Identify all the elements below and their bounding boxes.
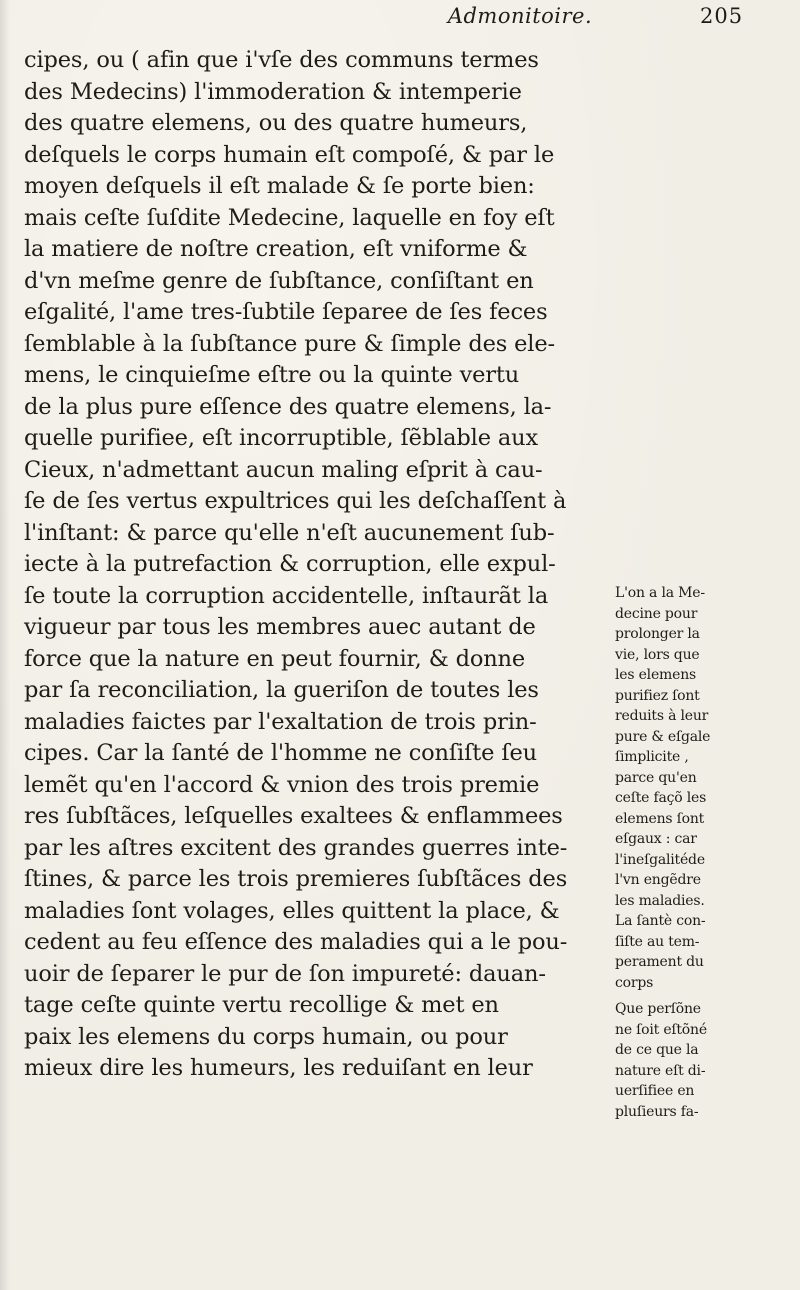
running-title: Admonitoire. bbox=[447, 4, 593, 28]
marginal-line: de ce que la bbox=[615, 1042, 699, 1058]
text-line: ſemblable à la ſubſtance pure & ſimple des ele- bbox=[24, 330, 555, 357]
text-line: uoir de ſeparer le pur de ſon impureté: dauan- bbox=[24, 960, 546, 987]
text-line: ſtines, & parce les trois premieres ſubſtãces des bbox=[24, 866, 568, 892]
text-line: cipes. Car la ſanté de l'homme ne conſiſte ſeu bbox=[24, 740, 538, 766]
text-line: maladies ſont volages, elles quittent la place, & bbox=[24, 897, 560, 924]
marginal-line: parce qu'en bbox=[615, 769, 697, 786]
text-line: force que la nature en peut fournir, & donne bbox=[24, 645, 526, 672]
page-number: 205 bbox=[700, 4, 744, 28]
marginal-line: purifiez ſont bbox=[615, 687, 700, 704]
marginal-line: les elemens bbox=[615, 667, 697, 683]
text-line: par ſa reconciliation, la gueriſon de toutes les bbox=[24, 677, 539, 703]
marginal-line: l'vn engẽdre bbox=[615, 872, 701, 888]
text-line: deſquels le corps humain eſt compoſé, & par le bbox=[24, 141, 555, 168]
gutter-shadow bbox=[0, 0, 10, 1290]
text-line: par les aſtres excitent des grandes guerres inte- bbox=[24, 834, 568, 861]
text-line: tage ceſte quinte vertu recollige & met en bbox=[24, 992, 499, 1018]
text-line: la matiere de noſtre creation, eſt vniforme & bbox=[24, 236, 528, 262]
text-line: lemẽt qu'en l'accord & vnion des trois premie bbox=[24, 771, 540, 798]
text-line: cipes, ou ( afin que i'vſe des communs termes bbox=[24, 47, 539, 73]
marginal-line: pluſieurs fa- bbox=[615, 1103, 699, 1120]
text-line: mens, le cinquieſme eſtre ou la quinte vertu bbox=[24, 362, 520, 388]
marginal-line: ſimplicite , bbox=[615, 749, 689, 765]
marginal-line: vie, lors que bbox=[615, 646, 700, 663]
text-line: de la plus pure eſſence des quatre elemens, la- bbox=[24, 393, 552, 420]
text-line: moyen deſquels il eſt malade & ſe porte bien: bbox=[24, 173, 535, 199]
text-line: vigueur par tous les membres auec autant de bbox=[24, 614, 536, 640]
marginal-line: elemens ſont bbox=[615, 810, 705, 827]
marginal-line: eſgaux : car bbox=[615, 831, 697, 847]
text-line: d'vn meſme genre de ſubſtance, conſiſtant en bbox=[24, 267, 534, 294]
marginal-line: ſiſte au tem- bbox=[615, 933, 700, 950]
text-line: Cieux, n'admettant aucun maling eſprit à cau- bbox=[24, 456, 543, 483]
marginal-notes bbox=[615, 583, 797, 1122]
marginal-line: decine pour bbox=[615, 605, 698, 622]
marginal-line: l'ineſgalitéde bbox=[615, 851, 705, 868]
marginal-line: perament du bbox=[615, 954, 704, 970]
marginal-line: L'on a la Me- bbox=[615, 585, 705, 601]
text-line: quelle purifiee, eſt incorruptible, ſẽblable aux bbox=[24, 425, 539, 451]
text-line: des Medecins) l'immoderation & intemperie bbox=[24, 78, 522, 105]
text-line: ſe de ſes vertus expultrices qui les deſchaſſent à bbox=[24, 488, 567, 514]
text-line: cedent au feu eſſence des maladies qui a le pou- bbox=[24, 929, 568, 955]
marginal-line: uerſifiee en bbox=[615, 1083, 695, 1099]
text-line: res ſubſtãces, leſquelles exaltees & enflammees bbox=[24, 803, 563, 829]
text-line: maladies faictes par l'exaltation de trois prin- bbox=[24, 708, 537, 735]
marginal-line: ceſte façõ les bbox=[615, 790, 707, 806]
text-line: mieux dire les humeurs, les reduiſant en leur bbox=[24, 1055, 533, 1081]
marginal-line: corps bbox=[615, 974, 654, 991]
marginal-line: pure & eſgale bbox=[615, 728, 711, 745]
text-line: paix les elemens du corps humain, ou pour bbox=[24, 1023, 508, 1050]
marginal-line: Que perſõne bbox=[615, 1001, 701, 1017]
marginal-line: nature eſt di- bbox=[615, 1062, 706, 1079]
text-line: ſe toute la corruption accidentelle, inſtaurãt la bbox=[24, 582, 549, 609]
text-line: iecte à la putrefaction & corruption, elle expul- bbox=[24, 551, 556, 577]
main-text-block bbox=[24, 45, 610, 1085]
text-line: des quatre elemens, ou des quatre humeurs, bbox=[24, 110, 528, 136]
text-line: eſgalité, l'ame tres-ſubtile ſeparee de ſes feces bbox=[24, 299, 548, 325]
marginal-line: ne ſoit eſtõné bbox=[615, 1021, 707, 1038]
marginal-line: prolonger la bbox=[615, 626, 700, 642]
marginal-line: reduits à leur bbox=[615, 708, 709, 724]
marginal-line: les maladies. bbox=[615, 892, 705, 909]
text-line: l'inſtant: & parce qu'elle n'eſt aucunement ſub- bbox=[24, 519, 555, 546]
marginal-line: La ſantè con- bbox=[615, 913, 706, 929]
text-line: mais ceſte ſuſdite Medecine, laquelle en foy eſt bbox=[24, 204, 555, 231]
